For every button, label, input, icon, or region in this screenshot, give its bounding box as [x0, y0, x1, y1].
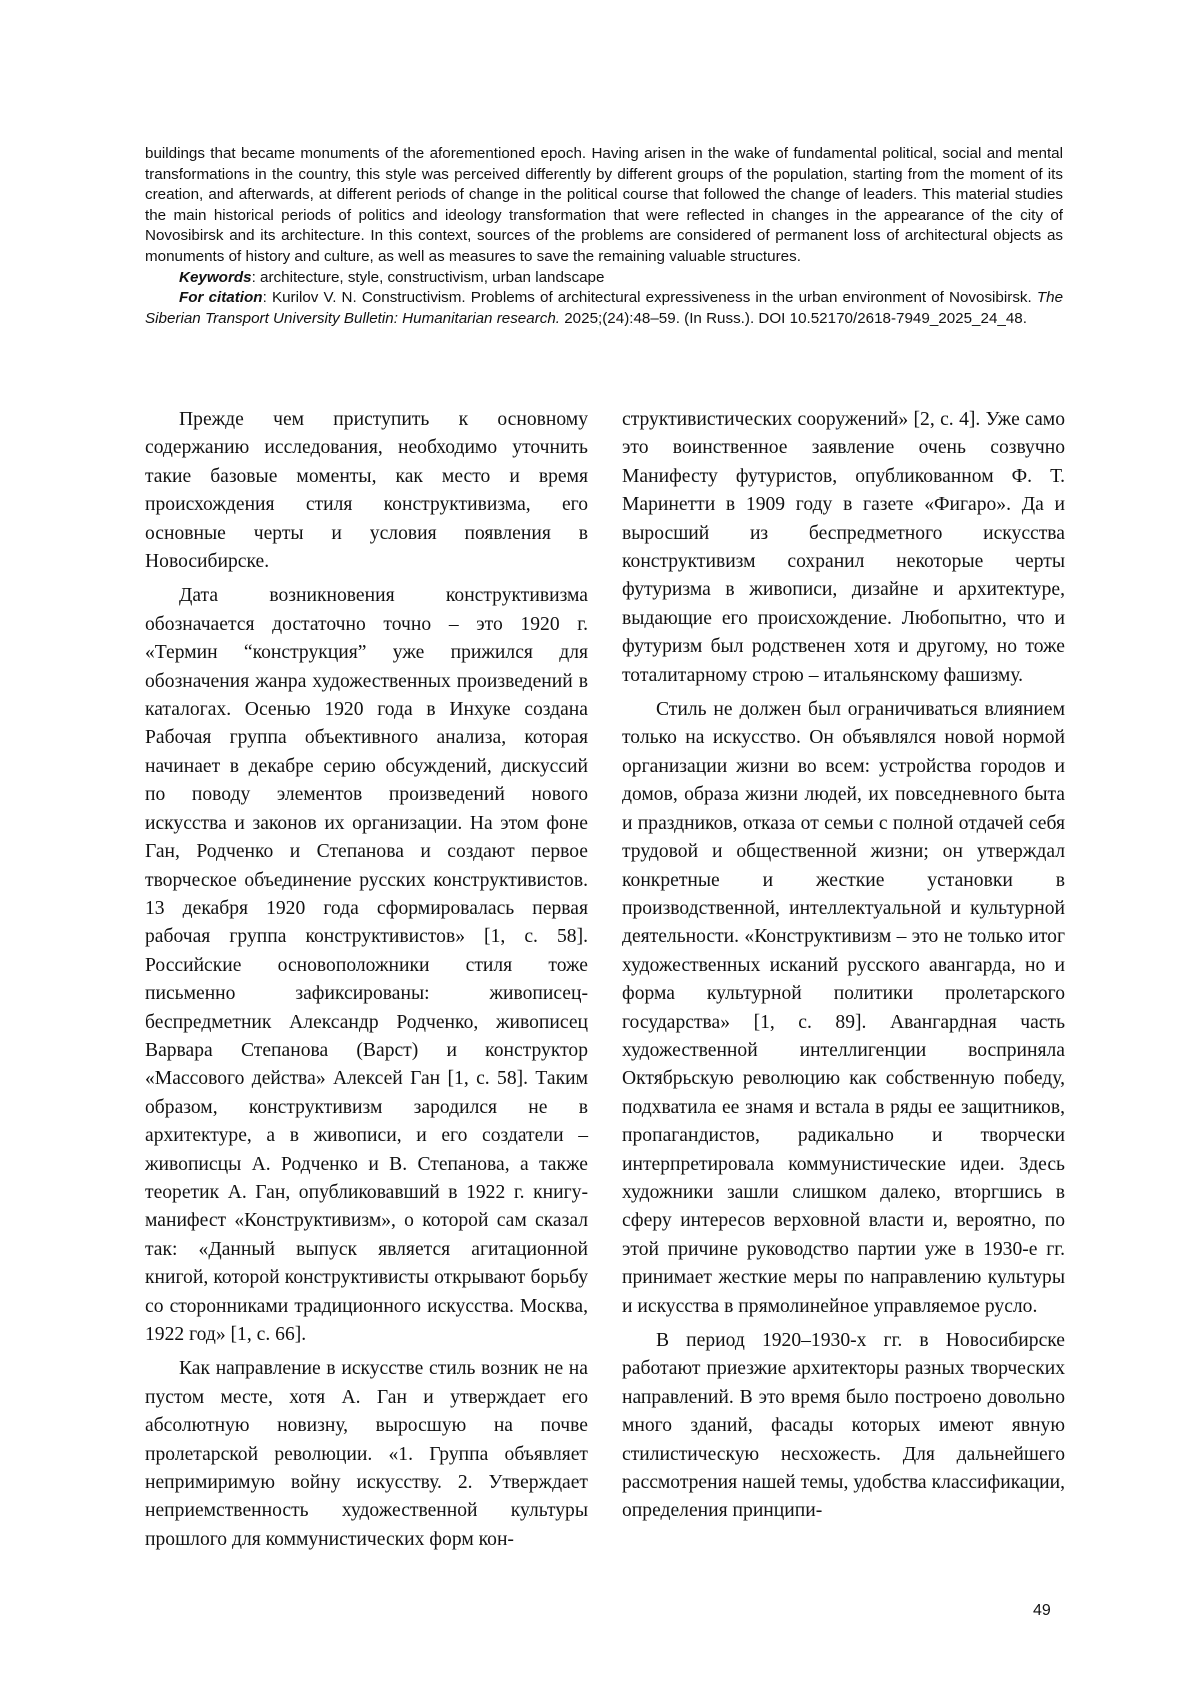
paragraph: Стиль не должен был ограничиваться влиянием только на искусство. Он объявлялся новой нормой организации жизни во всем: устройства городов и домов, образа жизни людей, их повседневного быта и праздников, отказа от семьи с полной отдачей себя трудовой и общественной жизни; он утверждал конкретные и жесткие установки в производственной, интеллектуальной и культурной деятельности. «Конструктивизм – это не только итог художественных исканий русского авангарда, но и форма культурной политики пролетарского государства» [1, с. 89]. Авангардная часть художественной интеллигенции восприняла Октябрьскую революцию как собственную победу, подхватила ее знамя и встала в ряды ее защитников, пропагандистов, радикально и творчески интерпретировала коммунистические идеи. Здесь художники зашли слишком далеко, вторгшись в сферу интересов верховной власти и, вероятно, по этой причине руководство партии уже в 1930-е гг. принимает жесткие меры по направлению культуры и искусства в прямолинейное управляемое русло. — [622, 699, 1065, 1317]
citation-line: For citation: Kurilov V. N. Constructivism. Problems of architectural expressiveness in the urban environment of Novosibirsk. The Siberian Transport University Bulletin: Humanitarian research. 2025;(24):48–59. (In Russ.). DOI 10.52170/2618-7949_2025_24_48. — [145, 289, 1064, 327]
paragraph: Как направление в искусстве стиль возник не на пустом месте, хотя А. Ган и утверждает его абсолютную новизну, выросшую на почве пролетарской революции. «1. Группа объявляет непримиримую войну искусству. 2. Утверждает неприемственность художественной культуры прошлого для коммунистических форм кон- — [145, 1358, 588, 1550]
citation-journal: The Siberian Transport University Bulletin: Humanitarian research. — [145, 289, 1064, 327]
page-number: 49 — [1033, 1602, 1051, 1619]
paragraph: Прежде чем приступить к основному содержанию исследования, необходимо уточнить такие базовые моменты, как место и время происхождения стиля конструктивизма, его основные черты и условия появления в Новосибирске. — [145, 409, 588, 573]
right-column — [622, 406, 1065, 1532]
paragraph: В период 1920–1930-х гг. в Новосибирске работают приезжие архитекторы разных творческих направлений. В это время было построено довольно много зданий, фасады которых имеют явную стилистическую несхожесть. Для дальнейшего рассмотрения нашей темы, удобства классификации, определения принципи- — [622, 1330, 1065, 1522]
citation-label: For citation — [179, 289, 263, 307]
paragraph: Дата возникновения конструктивизма обозначается достаточно точно – это 1920 г. «Термин “конструкция” уже прижился для обозначения жанра художественных произведений в каталогах. Осенью 1920 года в Инхуке создана Рабочая группа объективного анализа, которая начинает в декабре серию обсуждений, дискуссий по поводу элементов произведений нового искусства и законов их организации. На этом фоне Ган, Родченко и Степанова и создают первое творческое объединение русских конструктивистов. 13 декабря 1920 года сформировалась первая рабочая группа конструктивистов» [1, с. 58]. Российские основоположники стиля тоже письменно зафиксированы: живописец-беспредметник Александр Родченко, живописец Варвара Степанова (Варст) и конструктор «Массового действа» Алексей Ган [1, с. 58]. Таким образом, конструктивизм зародился не в архитектуре, а в живописи, и его создатели – живописцы А. Родченко и В. Степанова, а также теоретик А. Ган, опубликовавший в 1922 г. книгу-манифест «Конструктивизм», о которой сам сказал так: «Данный выпуск является агитационной книгой, которой конструктивисты открывают борьбу со сторонниками традиционного искусства. Москва, 1922 год» [1, с. 66]. — [145, 585, 588, 1345]
abstract-text: buildings that became monuments of the aforementioned epoch. Having arisen in the wake of fundamental political, social and mental transformations in the country, this style was perceived differently by different groups of the population, starting from the moment of its creation, and afterwards, at different periods of change in the political course that followed the change of leaders. This material studies the main historical periods of politics and ideology transformation that were reflected in changes in the appearance of the city of Novosibirsk and its architecture. In this context, sources of the problems are considered of permanent loss of architectural objects as monuments of history and culture, as well as measures to save the remaining valuable structures. — [145, 145, 1063, 265]
keywords-line: Keywords: architecture, style, constructivism, urban landscape — [179, 268, 605, 286]
keywords-text: architecture, style, constructivism, urban landscape — [260, 268, 605, 286]
citation-text: Kurilov V. N. Constructivism. Problems of architectural expressiveness in the urban environment of Novosibirsk. — [271, 289, 1037, 307]
english-abstract — [145, 144, 1063, 329]
citation-details: 2025;(24):48–59. (In Russ.). DOI 10.52170/2618-7949_2025_24_48. — [560, 309, 1027, 327]
keywords-label: Keywords — [179, 268, 252, 286]
left-column — [145, 406, 588, 1560]
paragraph: структивистических сооружений» [2, с. 4]. Уже само это воинственное заявление очень созвучно Манифесту футуристов, опубликованном Ф. Т. Маринетти в 1909 году в газете «Фигаро». Да и выросший из беспредметного искусства конструктивизм сохранил некоторые черты футуризма в живописи, дизайне и архитектуре, выдающие его происхождение. Любопытно, что и футуризм был родственен хотя и другому, но тоже тоталитарному строю – итальянскому фашизму. — [622, 409, 1065, 686]
